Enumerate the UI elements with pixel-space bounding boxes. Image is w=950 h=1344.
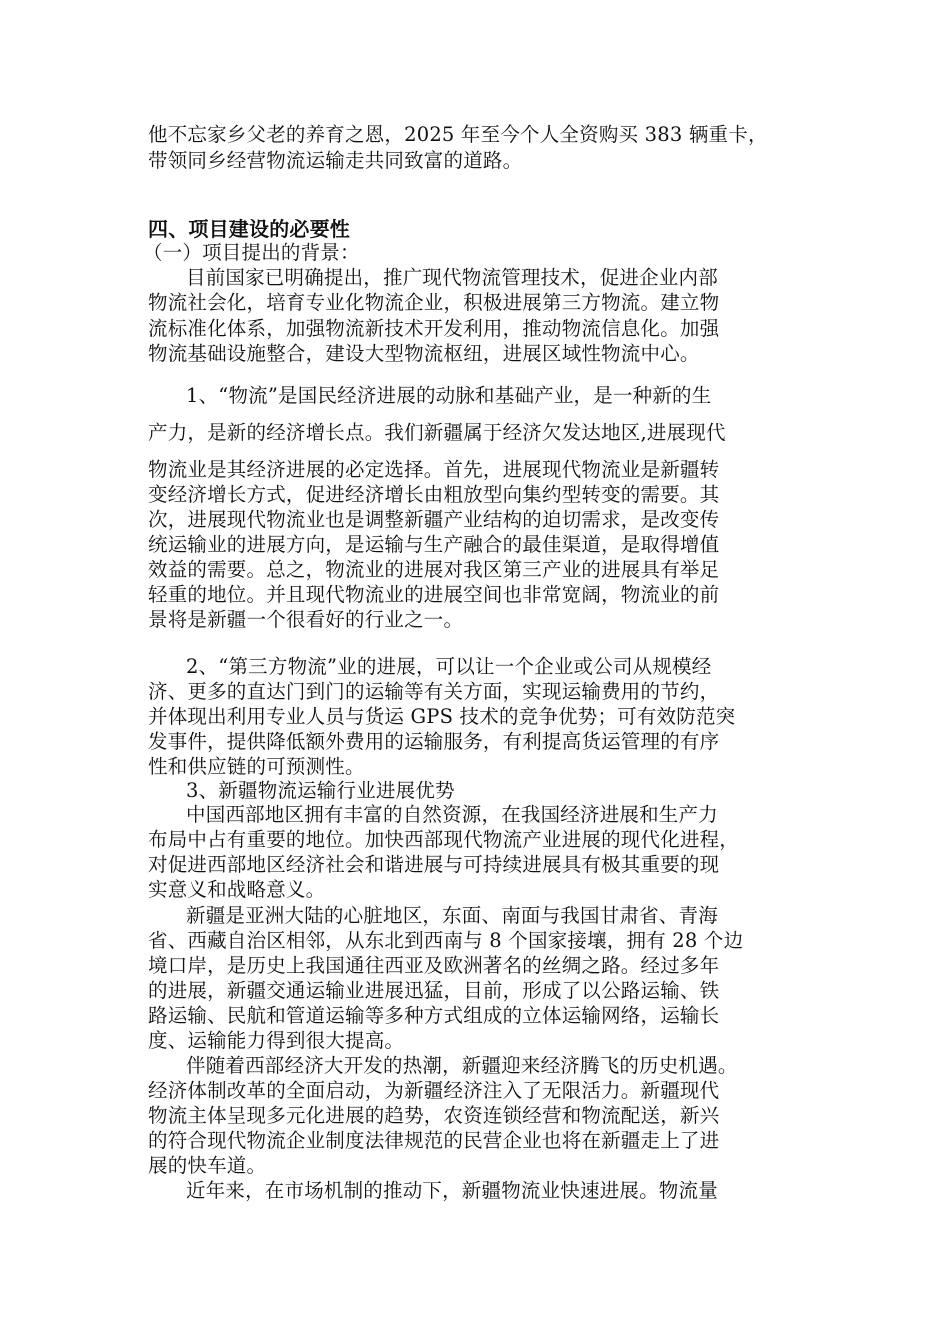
paragraph-line: 物流业是其经济进展的必定选择。首先，进展现代物流业是新疆转 (148, 458, 720, 481)
paragraph-line: 景将是新疆一个很看好的行业之一。 (148, 608, 464, 631)
paragraph-line: 统运输业的进展方向，是运输与生产融合的最佳渠道，是取得增值 (148, 533, 720, 556)
subsection-heading: 3、新疆物流运输行业进展优势 (186, 779, 455, 802)
paragraph-line: 流标准化体系，加强物流新技术开发利用，推动物流信息化。加强 (148, 317, 720, 340)
paragraph-line: 度、运输能力得到很大提高。 (148, 1029, 405, 1052)
paragraph-line: 效益的需要。总之，物流业的进展对我区第三产业的进展具有举足 (148, 558, 720, 581)
paragraph-line: 1、“物流”是国民经济进展的动脉和基础产业，是一种新的生 (186, 384, 712, 407)
paragraph-line: 实意义和战略意义。 (148, 878, 326, 901)
paragraph-line: 布局中占有重要的地位。加快西部现代物流产业进展的现代化进程， (148, 828, 740, 851)
paragraph-line: 对促进西部地区经济社会和谐进展与可持续进展具有极其重要的现 (148, 853, 720, 876)
paragraph-line: 新疆是亚洲大陆的心脏地区，东面、南面与我国甘肃省、青海 (186, 904, 718, 927)
subsection-heading: （一）项目提出的背景： (143, 241, 360, 264)
paragraph-line: 变经济增长方式，促进经济增长由粗放型向集约型转变的需要。其 (148, 483, 720, 506)
paragraph-line: 次，进展现代物流业也是调整新疆产业结构的迫切需求，是改变传 (148, 508, 720, 531)
paragraph-line: 发事件，提供降低额外费用的运输服务，有利提高货运管理的有序 (148, 730, 720, 753)
paragraph-line: 省、西藏自治区相邻，从东北到西南与 8 个国家接壤，拥有 28 个边 (148, 929, 744, 952)
paragraph-line: 的进展，新疆交通运输业进展迅猛，目前，形成了以公路运输、铁 (148, 979, 720, 1002)
paragraph-line: 并体现出利用专业人员与货运 GPS 技术的竞争优势；可有效防范突 (148, 705, 736, 728)
paragraph-line: 经济体制改革的全面启动，为新疆经济注入了无限活力。新疆现代 (148, 1079, 720, 1102)
paragraph-line: 2、“第三方物流”业的进展，可以让一个企业或公司从规模经 (186, 655, 712, 678)
paragraph-line: 带领同乡经营物流运输走共同致富的道路。 (148, 149, 523, 172)
paragraph-line: 路运输、民航和管道运输等多种方式组成的立体运输网络，运输长 (148, 1004, 720, 1027)
paragraph-line: 物流基础设施整合，建设大型物流枢纽，进展区域性物流中心。 (148, 342, 700, 365)
paragraph-line: 物流主体呈现多元化进展的趋势，农资连锁经营和物流配送，新兴 (148, 1104, 720, 1127)
paragraph-line: 产力，是新的经济增长点。我们新疆属于经济欠发达地区,进展现代 (148, 421, 726, 444)
paragraph-line: 中国西部地区拥有丰富的自然资源，在我国经济进展和生产力 (186, 803, 718, 826)
paragraph-line: 性和供应链的可预测性。 (148, 755, 365, 778)
paragraph-line: 近年来，在市场机制的推动下，新疆物流业快速进展。物流量 (186, 1179, 718, 1202)
paragraph-line: 的符合现代物流企业制度法律规范的民营企业也将在新疆走上了进 (148, 1129, 720, 1152)
paragraph-line: 目前国家已明确提出，推广现代物流管理技术，促进企业内部 (186, 266, 718, 289)
paragraph-line: 他不忘家乡父老的养育之恩，2025 年至今个人全资购买 383 辆重卡， (148, 123, 768, 146)
paragraph-line: 物流社会化，培育专业化物流企业，积极进展第三方物流。建立物 (148, 291, 720, 314)
paragraph-line: 轻重的地位。并且现代物流业的进展空间也非常宽阔，物流业的前 (148, 583, 720, 606)
paragraph-line: 济、更多的直达门到门的运输等有关方面，实现运输费用的节约， (148, 680, 720, 703)
paragraph-line: 境口岸，是历史上我国通往西亚及欧洲著名的丝绸之路。经过多年 (148, 954, 720, 977)
paragraph-line: 展的快车道。 (148, 1154, 267, 1177)
paragraph-line: 伴随着西部经济大开发的热潮，新疆迎来经济腾飞的历史机遇。 (186, 1054, 738, 1077)
section-heading: 四、项目建设的必要性 (148, 217, 350, 241)
